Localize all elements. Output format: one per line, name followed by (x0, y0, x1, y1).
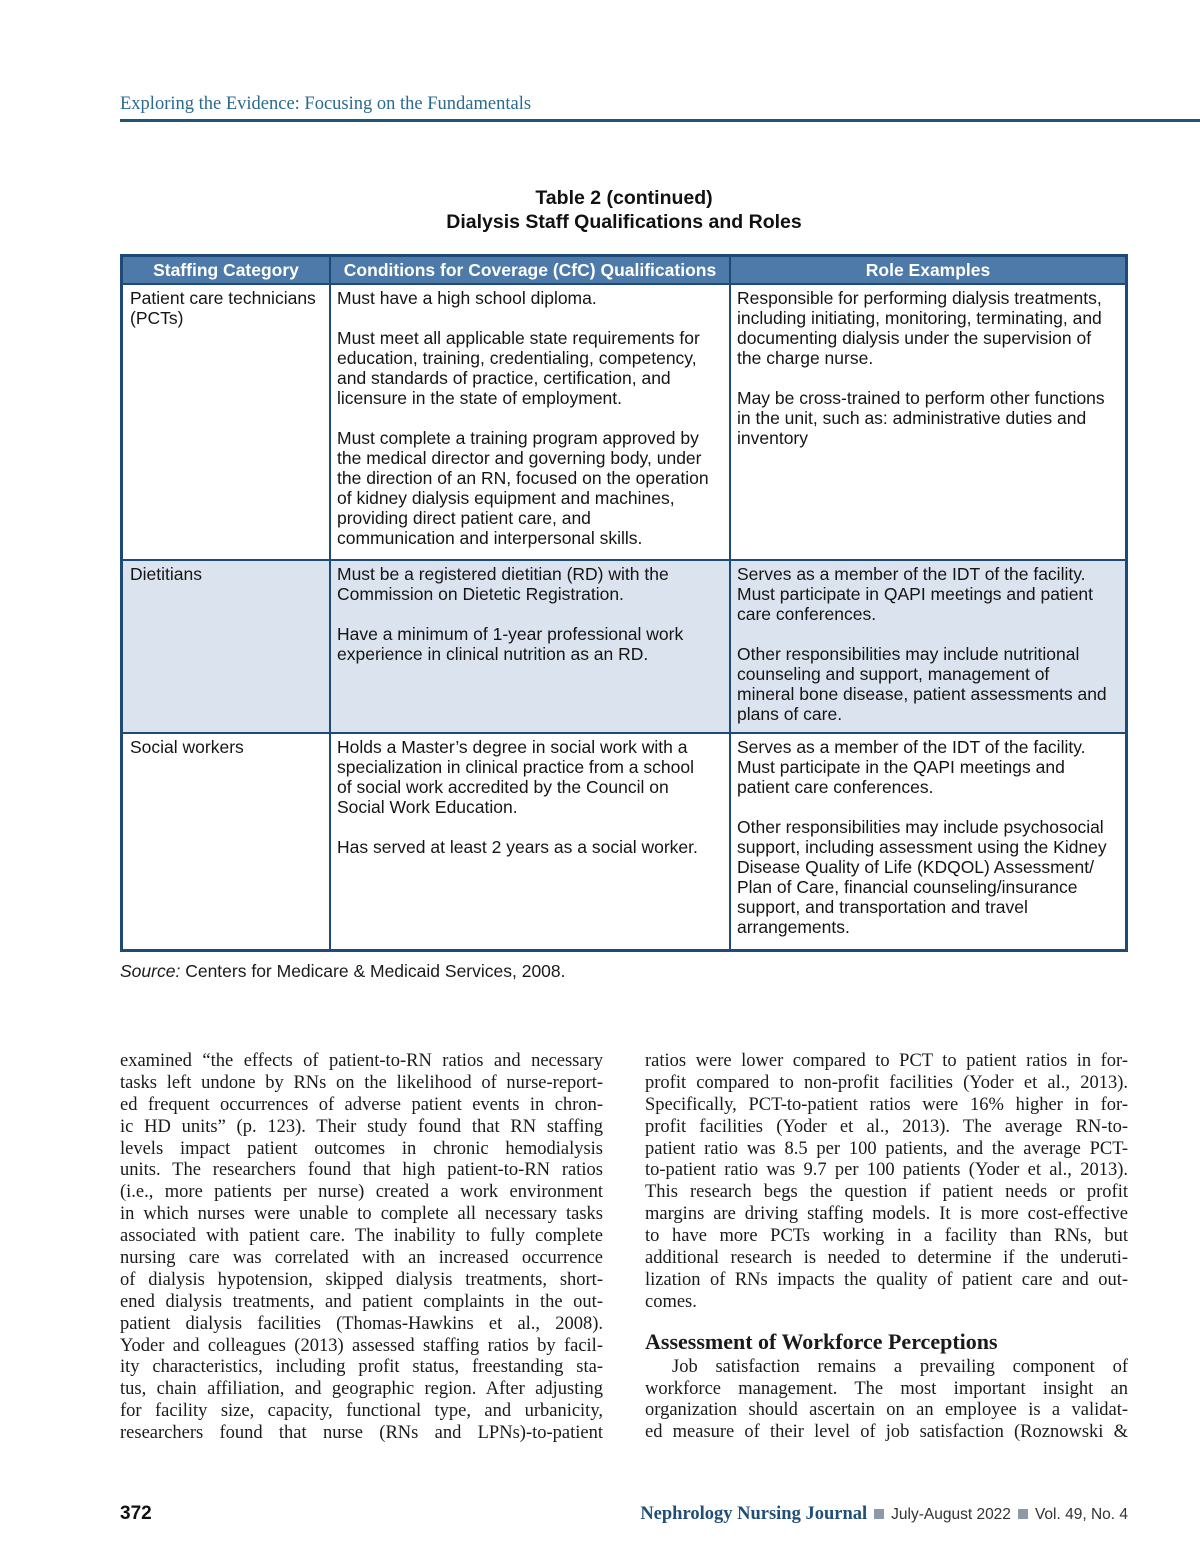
text-line: experience in clinical nutrition as an RD. (337, 644, 649, 664)
cell-paragraph (337, 564, 729, 604)
body-text-line: This research begs the question if patient needs or profit (645, 1182, 1128, 1203)
text-line: Holds a Master’s degree in social work with a (337, 737, 688, 757)
cell-cfc-qualifications (329, 561, 729, 732)
body-text-line: patient dialysis facilities (Thomas-Hawkins et al., 2008). (120, 1313, 603, 1334)
section-heading: Assessment of Workforce Perceptions (645, 1328, 998, 1354)
cell-paragraph (337, 837, 729, 857)
body-paragraph (645, 1357, 1128, 1445)
body-paragraph (120, 1051, 603, 1445)
text-line: the direction of an RN, focused on the operation (337, 468, 709, 488)
source-text: Centers for Medicare & Medicaid Services, 2008. (185, 961, 566, 981)
cell-paragraph (130, 564, 329, 584)
body-text-line: ened dialysis treatments, and patient complaints in the out- (120, 1291, 603, 1312)
table-source-note (120, 960, 566, 982)
body-text-line: to have more PCTs working in a facility than RNs, but (645, 1226, 1128, 1247)
table-header-row (123, 257, 1125, 283)
text-line: Social Work Education. (337, 797, 518, 817)
text-line: Responsible for performing dialysis treatments, (737, 288, 1102, 308)
body-right-column (645, 1051, 1128, 1444)
square-bullet-icon (1018, 1509, 1028, 1519)
text-line: education, training, credentialing, competency, (337, 348, 697, 368)
cell-paragraph (130, 737, 329, 757)
text-line: of social work accredited by the Council on (337, 777, 669, 797)
text-line: Social workers (130, 737, 244, 757)
body-text-line: tasks left undone by RNs on the likelihood of nurse-report- (120, 1072, 603, 1093)
text-line: Must have a high school diploma. (337, 288, 597, 308)
cell-paragraph (737, 288, 1125, 368)
cell-staffing-category (123, 561, 329, 732)
body-text-line: (i.e., more patients per nurse) created a work environment (120, 1182, 603, 1203)
text-line: May be cross-trained to perform other functions (737, 388, 1105, 408)
body-text-line: in which nurses were unable to complete all necessary tasks (120, 1204, 603, 1225)
cell-paragraph (337, 328, 729, 408)
body-text-line: comes. (645, 1291, 697, 1312)
body-text-line: additional research is needed to determine if the underuti- (645, 1248, 1128, 1269)
text-line: in the unit, such as: administrative duties and (737, 408, 1087, 428)
cell-paragraph (737, 644, 1125, 724)
text-line: (PCTs) (130, 308, 184, 328)
text-line: inventory (737, 428, 809, 448)
body-text-line: Yoder and colleagues (2013) assessed staffing ratios by facil- (120, 1335, 603, 1356)
text-line: Serves as a member of the IDT of the facility. (737, 737, 1086, 757)
cell-cfc-qualifications (329, 285, 729, 559)
table-number: Table 2 (continued) (535, 187, 713, 209)
cell-paragraph (130, 288, 329, 328)
body-text-line: examined “the effects of patient-to-RN ratios and necessary (120, 1051, 603, 1071)
issue-date: July-August 2022 (891, 1506, 1011, 1523)
cell-paragraph (737, 817, 1125, 937)
cell-role-examples (729, 285, 1125, 559)
staff-qualifications-table (120, 254, 1128, 952)
table-title: Dialysis Staff Qualifications and Roles (446, 211, 802, 233)
text-line: Has served at least 2 years as a social worker. (337, 837, 698, 857)
body-text-line: Specifically, PCT-to-patient ratios were 16% higher in for- (645, 1094, 1128, 1115)
body-text-line: profit facilities (Yoder et al., 2013). The average RN-to- (645, 1116, 1128, 1137)
text-line: Must complete a training program approved by (337, 428, 699, 448)
body-text-line: margins are driving staffing models. It is more cost-effective (645, 1204, 1128, 1225)
body-paragraph (645, 1051, 1128, 1314)
header-rule (120, 119, 1200, 122)
text-line: Serves as a member of the IDT of the facility. (737, 564, 1086, 584)
text-line: communication and interpersonal skills. (337, 528, 643, 548)
body-text-line: associated with patient care. The inability to fully complete (120, 1226, 603, 1247)
body-text-line: for facility size, capacity, functional type, and urbanicity, (120, 1401, 603, 1422)
table-row-pcts (123, 283, 1125, 559)
text-line: mineral bone disease, patient assessments and (737, 684, 1107, 704)
text-line: Must participate in the QAPI meetings and (737, 757, 1065, 777)
page-number: 372 (120, 1503, 152, 1524)
body-text-line: organization should ascertain on an employee is a validat- (645, 1400, 1128, 1421)
column-header-cfc-qualifications: Conditions for Coverage (CfC) Qualifications (329, 257, 729, 283)
body-text-line: Job satisfaction remains a prevailing component of (672, 1356, 1128, 1377)
body-text-line: researchers found that nurse (RNs and LPNs)-to-patient (120, 1423, 603, 1444)
text-line: plans of care. (737, 704, 843, 724)
body-text-line: patient ratio was 8.5 per 100 patients, and the average PCT- (645, 1138, 1128, 1159)
cell-cfc-qualifications (329, 734, 729, 949)
text-line: specialization in clinical practice from a school (337, 757, 694, 777)
body-text-line: to-patient ratio was 9.7 per 100 patients (Yoder et al., 2013). (645, 1160, 1128, 1181)
body-text-line: ic HD units” (p. 123). Their study found that RN staffing (120, 1116, 603, 1137)
text-line: licensure in the state of employment. (337, 388, 623, 408)
source-label: Source: (120, 961, 181, 981)
cell-staffing-category (123, 734, 329, 949)
text-line: arrangements. (737, 917, 850, 937)
body-text-line: ratios were lower compared to PCT to patient ratios in for- (645, 1051, 1128, 1071)
journal-footer (560, 1502, 1128, 1527)
column-header-role-examples: Role Examples (729, 257, 1125, 283)
body-text-line: ed measure of their level of job satisfaction (Roznowski & (645, 1422, 1128, 1443)
cell-paragraph (737, 564, 1125, 624)
cell-paragraph (337, 428, 729, 548)
text-line: and standards of practice, certification, and (337, 368, 671, 388)
table-row-social-workers (123, 732, 1125, 949)
cell-role-examples (729, 734, 1125, 949)
text-line: support, and transportation and travel (737, 897, 1028, 917)
body-left-column (120, 1051, 603, 1445)
text-line: support, including assessment using the Kidney (737, 837, 1107, 857)
table-row-dietitians (123, 559, 1125, 732)
text-line: Other responsibilities may include nutritional (737, 644, 1080, 664)
text-line: Commission on Dietetic Registration. (337, 584, 624, 604)
body-text-line: nursing care was correlated with an increased occurrence (120, 1248, 603, 1269)
body-text-line: ed frequent occurrences of adverse patient events in chron- (120, 1094, 603, 1115)
text-line: the medical director and governing body, under (337, 448, 702, 468)
text-line: Other responsibilities may include psychosocial (737, 817, 1104, 837)
volume-number: Vol. 49, No. 4 (1034, 1506, 1128, 1523)
cell-paragraph (337, 288, 729, 308)
table-caption (120, 186, 1128, 234)
text-line: including initiating, monitoring, terminating, and (737, 308, 1102, 328)
cell-paragraph (737, 388, 1125, 448)
body-text-line: levels impact patient outcomes in chronic hemodialysis (120, 1138, 603, 1159)
square-bullet-icon (874, 1509, 884, 1519)
cell-paragraph (337, 737, 729, 817)
text-line: documenting dialysis under the supervision of (737, 328, 1092, 348)
text-line: of kidney dialysis equipment and machines, (337, 488, 675, 508)
body-text-line: profit compared to non-profit facilities (Yoder et al., 2013). (645, 1072, 1128, 1093)
text-line: Dietitians (130, 564, 202, 584)
text-line: Patient care technicians (130, 288, 316, 308)
body-text-line: of dialysis hypotension, skipped dialysis treatments, short- (120, 1269, 603, 1290)
body-text-line: ity characteristics, including profit status, freestanding sta- (120, 1357, 603, 1378)
cell-role-examples (729, 561, 1125, 732)
text-line: Must meet all applicable state requirements for (337, 328, 700, 348)
text-line: Have a minimum of 1-year professional work (337, 624, 684, 644)
journal-name: Nephrology Nursing Journal (640, 1504, 868, 1524)
cell-paragraph (737, 737, 1125, 797)
text-line: care conferences. (737, 604, 877, 624)
body-text-line: lization of RNs impacts the quality of patient care and out- (645, 1269, 1128, 1290)
text-line: the charge nurse. (737, 348, 874, 368)
text-line: Plan of Care, financial counseling/insurance (737, 877, 1078, 897)
text-line: providing direct patient care, and (337, 508, 591, 528)
text-line: counseling and support, management of (737, 664, 1050, 684)
body-text-line: workforce management. The most important insight an (645, 1378, 1128, 1399)
cell-staffing-category (123, 285, 329, 559)
column-header-staffing-category: Staffing Category (153, 260, 299, 280)
body-text-line: tus, chain affiliation, and geographic region. After adjusting (120, 1379, 603, 1400)
body-text-line: units. The researchers found that high patient-to-RN ratios (120, 1160, 603, 1181)
text-line: Must participate in QAPI meetings and patient (737, 584, 1094, 604)
text-line: Must be a registered dietitian (RD) with the (337, 564, 669, 584)
cell-paragraph (337, 624, 729, 664)
text-line: Disease Quality of Life (KDQOL) Assessment/ (737, 857, 1094, 877)
running-header: Exploring the Evidence: Focusing on the Fundamentals (120, 94, 532, 114)
text-line: patient care conferences. (737, 777, 934, 797)
